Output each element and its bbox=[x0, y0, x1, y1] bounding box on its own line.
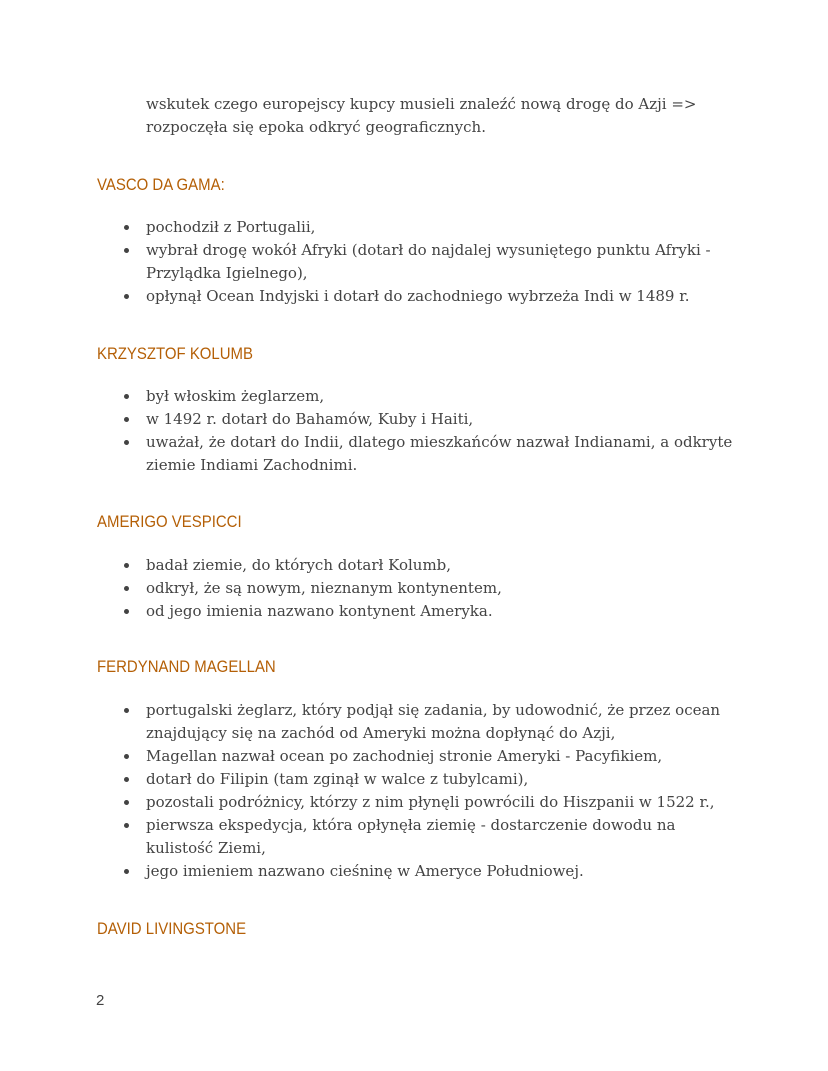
list-vasco-da-gama bbox=[146, 216, 736, 308]
list-ferdynand-magellan bbox=[146, 699, 736, 883]
list-item: pozostali podróżnicy, którzy z nim płynęli powrócili do Hiszpanii w 1522 r., bbox=[146, 791, 736, 814]
list-amerigo-vespicci bbox=[146, 554, 736, 623]
intro-line-2: rozpoczęła się epoka odkryć geograficznych. bbox=[146, 118, 486, 136]
intro-line-1: wskutek czego europejscy kupcy musieli znaleźć nową drogę do Azji => bbox=[146, 95, 697, 113]
list-item: pochodził z Portugalii, bbox=[146, 216, 736, 239]
list-item: Magellan nazwał ocean po zachodniej stronie Ameryki - Pacyfikiem, bbox=[146, 745, 736, 768]
heading-amerigo-vespicci: AMERIGO VESPICCI bbox=[97, 512, 242, 531]
list-item: portugalski żeglarz, który podjął się zadania, by udowodnić, że przez ocean znajdujący się na zachód od Ameryki można dopłynąć do Azji, bbox=[146, 699, 736, 745]
intro-paragraph bbox=[146, 93, 746, 139]
heading-vasco-da-gama: VASCO DA GAMA: bbox=[97, 175, 225, 194]
list-item: opłynął Ocean Indyjski i dotarł do zachodniego wybrzeża Indi w 1489 r. bbox=[146, 285, 736, 308]
heading-ferdynand-magellan: FERDYNAND MAGELLAN bbox=[97, 657, 276, 676]
page-number: 2 bbox=[96, 992, 105, 1009]
list-item: badał ziemie, do których dotarł Kolumb, bbox=[146, 554, 736, 577]
heading-krzysztof-kolumb: KRZYSZTOF KOLUMB bbox=[97, 344, 253, 363]
list-item: odkrył, że są nowym, nieznanym kontynentem, bbox=[146, 577, 736, 600]
heading-david-livingstone: DAVID LIVINGSTONE bbox=[97, 919, 247, 938]
list-item: jego imieniem nazwano cieśninę w Ameryce Południowej. bbox=[146, 860, 736, 883]
list-item: pierwsza ekspedycja, która opłynęła ziemię - dostarczenie dowodu na kulistość Ziemi, bbox=[146, 814, 736, 860]
list-item: uważał, że dotarł do Indii, dlatego mieszkańców nazwał Indianami, a odkryte ziemie Indiami Zachodnimi. bbox=[146, 431, 736, 477]
list-item: dotarł do Filipin (tam zginął w walce z tubylcami), bbox=[146, 768, 736, 791]
list-item: od jego imienia nazwano kontynent Ameryka. bbox=[146, 600, 736, 623]
list-item: był włoskim żeglarzem, bbox=[146, 385, 736, 408]
list-item: wybrał drogę wokół Afryki (dotarł do najdalej wysuniętego punktu Afryki - Przylądka Igielnego), bbox=[146, 239, 736, 285]
list-krzysztof-kolumb bbox=[146, 385, 736, 477]
list-item: w 1492 r. dotarł do Bahamów, Kuby i Haiti, bbox=[146, 408, 736, 431]
